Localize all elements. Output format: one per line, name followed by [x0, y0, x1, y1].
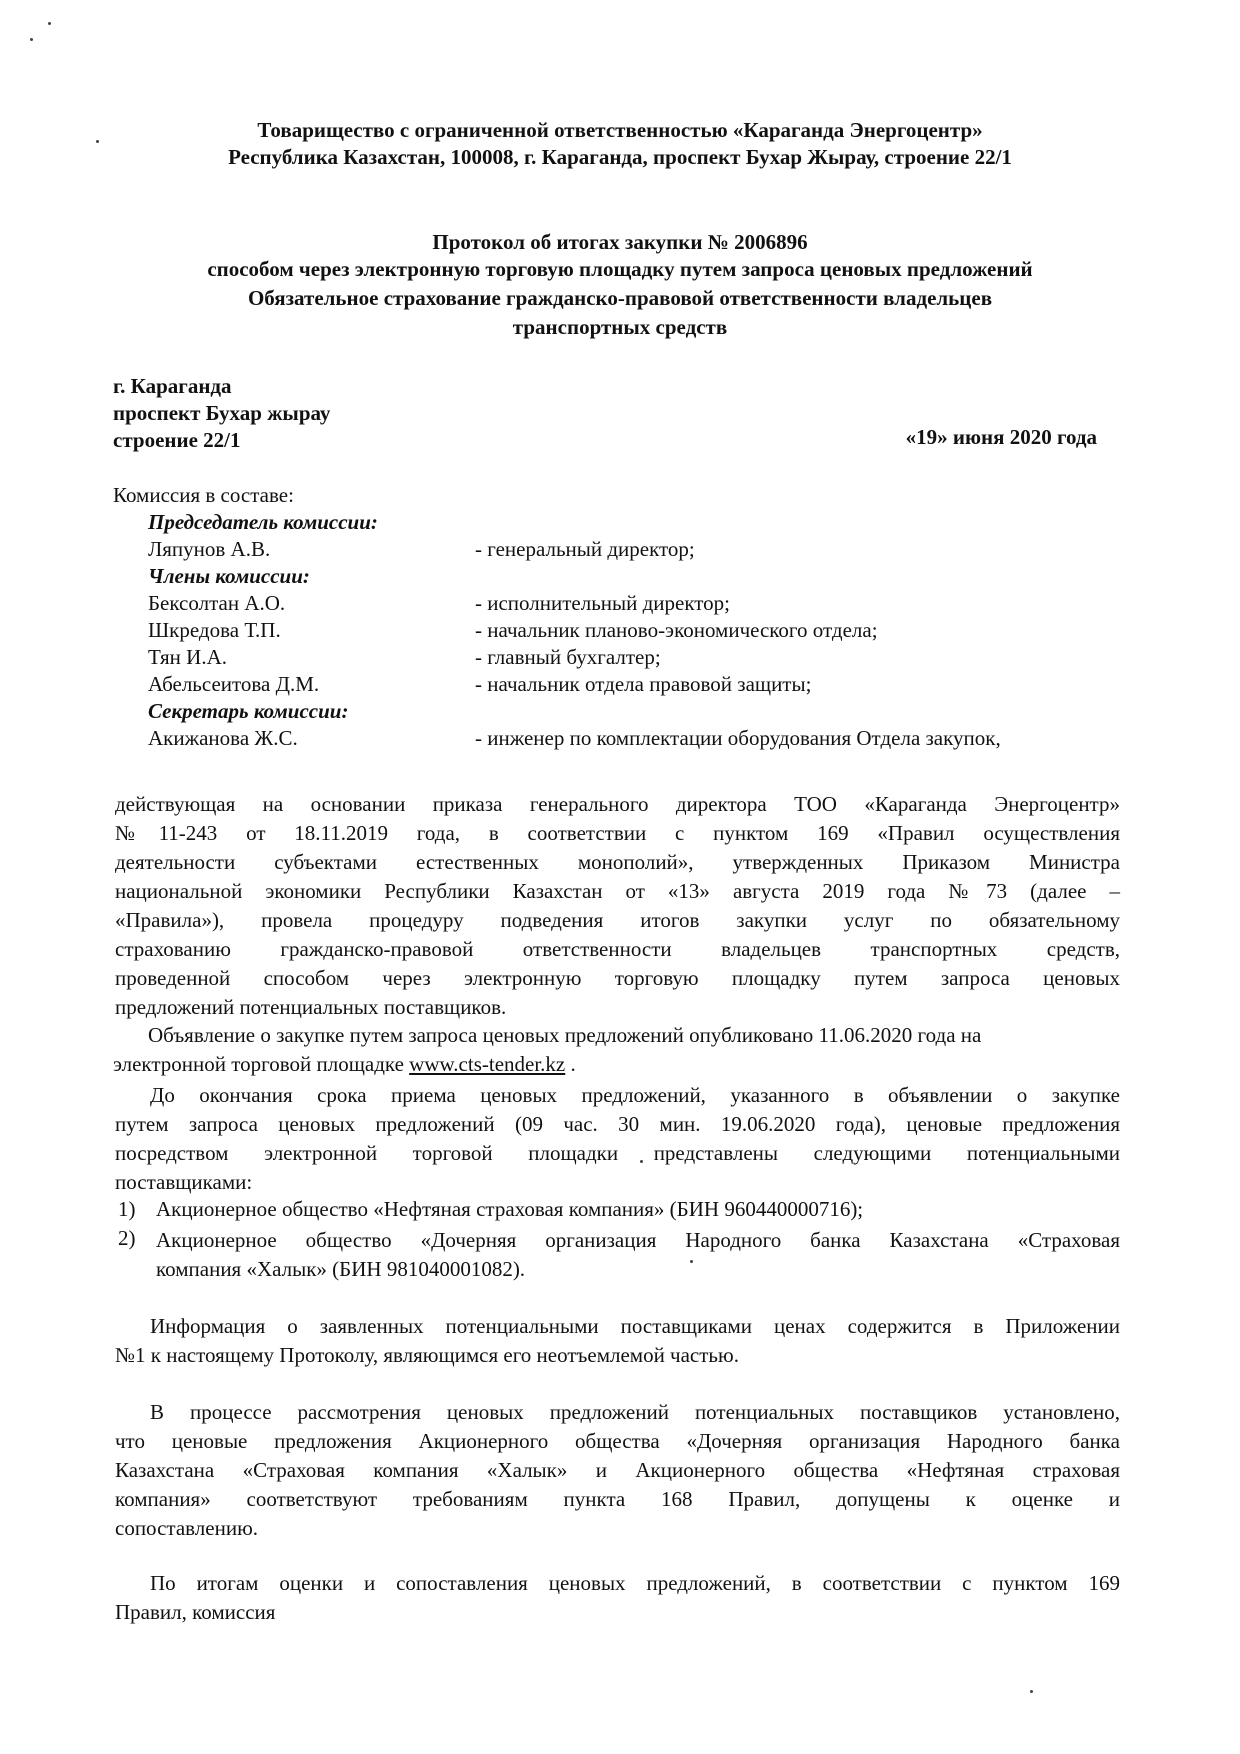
- chair-label: Председатель комиссии:: [148, 510, 378, 534]
- tender-site-link[interactable]: www.cts-tender.kz: [409, 1052, 566, 1076]
- supplier-line: компания «Халык» (БИН 981040001082).: [156, 1257, 526, 1281]
- protocol-subtitle: способом через электронную торговую площадку путем запроса ценовых предложений: [207, 257, 1033, 281]
- paragraph-results: [115, 1569, 1120, 1627]
- member-name: Шкредова Т.П.: [148, 618, 281, 642]
- place-city: г. Караганда: [113, 374, 232, 398]
- announcement-line-2: [113, 1052, 576, 1077]
- member-name: Абельсеитова Д.М.: [148, 672, 320, 696]
- place-building: строение 22/1: [113, 428, 241, 452]
- paragraph-line: сопоставлению.: [115, 1516, 259, 1540]
- supplier-item: Акционерное общество «Нефтяная страховая компания» (БИН 960440000716);: [156, 1197, 864, 1221]
- paragraph-line: страхованию гражданско-правовой ответственности владельцев транспортных средств,: [115, 937, 1120, 961]
- paragraph-line: До окончания срока приема ценовых предложений, указанного в объявлении о закупке: [150, 1083, 1120, 1107]
- paragraph-line: деятельности субъектами естественных монополий», утвержденных Приказом Министра: [115, 850, 1120, 874]
- paragraph-line: путем запроса ценовых предложений (09 час. 30 мин. 19.06.2020 года), ценовые предложения: [115, 1112, 1120, 1136]
- supplier-line: Акционерное общество «Дочерняя организация Народного банка Казахстана «Страховая: [156, 1228, 1120, 1252]
- member-role: - начальник планово-экономического отдела;: [475, 618, 878, 642]
- chair-name: Ляпунов А.В.: [148, 537, 271, 561]
- protocol-subject: Обязательное страхование гражданско-правовой ответственности владельцев: [247, 286, 993, 310]
- protocol-date: «19» июня 2020 года: [905, 425, 1097, 449]
- scan-speck: [1030, 1690, 1033, 1693]
- paragraph-line: национальной экономики Республики Казахстан от «13» августа 2019 года №73 (далее –: [115, 879, 1120, 903]
- announcement-suffix: .: [565, 1052, 576, 1076]
- paragraph-line: проведенной способом через электронную торговую площадку путем запроса ценовых: [115, 966, 1120, 990]
- paragraph-deadline: [115, 1081, 1120, 1197]
- member-name: Бексолтан А.О.: [148, 591, 286, 615]
- supplier-number: 2): [118, 1226, 136, 1250]
- secretary-role: - инженер по комплектации оборудования Отдела закупок,: [475, 726, 1001, 750]
- org-name: Товарищество с ограниченной ответственностью «Караганда Энергоцентр»: [257, 118, 983, 142]
- announcement-text: электронной торговой площадке: [113, 1052, 410, 1076]
- paragraph-prices-info: [115, 1312, 1120, 1370]
- paragraph-line: №1 к настоящему Протоколу, являющимся его неотъемлемой частью.: [115, 1343, 739, 1367]
- paragraph-line: посредством электронной торговой площадки представлены следующими потенциальными: [115, 1141, 1120, 1165]
- paragraph-line: компания» соответствуют требованиям пункта 168 Правил, допущены к оценке и: [115, 1487, 1120, 1511]
- paragraph-line: действующая на основании приказа генерального директора ТОО «Караганда Энергоцентр»: [115, 792, 1120, 816]
- member-role: - начальник отдела правовой защиты;: [475, 672, 812, 696]
- paragraph-line: «Правила»), провела процедуру подведения итогов закупки услуг по обязательному: [115, 908, 1120, 932]
- member-name: Тян И.А.: [148, 645, 228, 669]
- paragraph-line: Казахстана «Страховая компания «Халык» и Акционерного общества «Нефтяная страховая: [115, 1458, 1120, 1482]
- paragraph-line: предложений потенциальных поставщиков.: [115, 995, 507, 1019]
- supplier-number: 1): [118, 1197, 136, 1221]
- paragraph-line: По итогам оценки и сопоставления ценовых предложений, в соответствии с пунктом 169: [150, 1571, 1120, 1595]
- protocol-subject-cont: транспортных средств: [512, 315, 728, 339]
- members-label: Члены комиссии:: [148, 564, 310, 588]
- protocol-title: Протокол об итогах закупки № 2006896: [432, 230, 808, 254]
- chair-role: - генеральный директор;: [475, 537, 695, 561]
- scan-speck: [48, 22, 51, 25]
- scan-speck: [30, 38, 33, 41]
- member-role: - исполнительный директор;: [475, 591, 731, 615]
- paragraph-line: В процессе рассмотрения ценовых предложений потенциальных поставщиков установлено,: [150, 1400, 1120, 1424]
- announcement-line: Объявление о закупке путем запроса ценовых предложений опубликовано 11.06.2020 года на: [148, 1023, 982, 1047]
- paragraph-basis: [115, 790, 1120, 1022]
- paragraph-line: что ценовые предложения Акционерного общества «Дочерняя организация Народного банка: [115, 1429, 1120, 1453]
- supplier-item: [156, 1226, 1120, 1284]
- commission-intro: Комиссия в составе:: [113, 483, 294, 507]
- org-address: Республика Казахстан, 100008, г. Караганда, проспект Бухар Жырау, строение 22/1: [228, 145, 1012, 169]
- paragraph-line: Правил, комиссия: [115, 1600, 276, 1624]
- member-role: - главный бухгалтер;: [475, 645, 661, 669]
- secretary-name: Акижанова Ж.С.: [148, 726, 298, 750]
- place-street: проспект Бухар жырау: [113, 401, 331, 425]
- secretary-label: Секретарь комиссии:: [148, 699, 349, 723]
- paragraph-review: [115, 1398, 1120, 1543]
- paragraph-line: поставщиками:: [115, 1170, 253, 1194]
- paragraph-line: Информация о заявленных потенциальными поставщиками ценах содержится в Приложении: [150, 1314, 1120, 1338]
- paragraph-line: №11-243 от 18.11.2019 года, в соответствии с пунктом 169 «Правил осуществления: [115, 821, 1120, 845]
